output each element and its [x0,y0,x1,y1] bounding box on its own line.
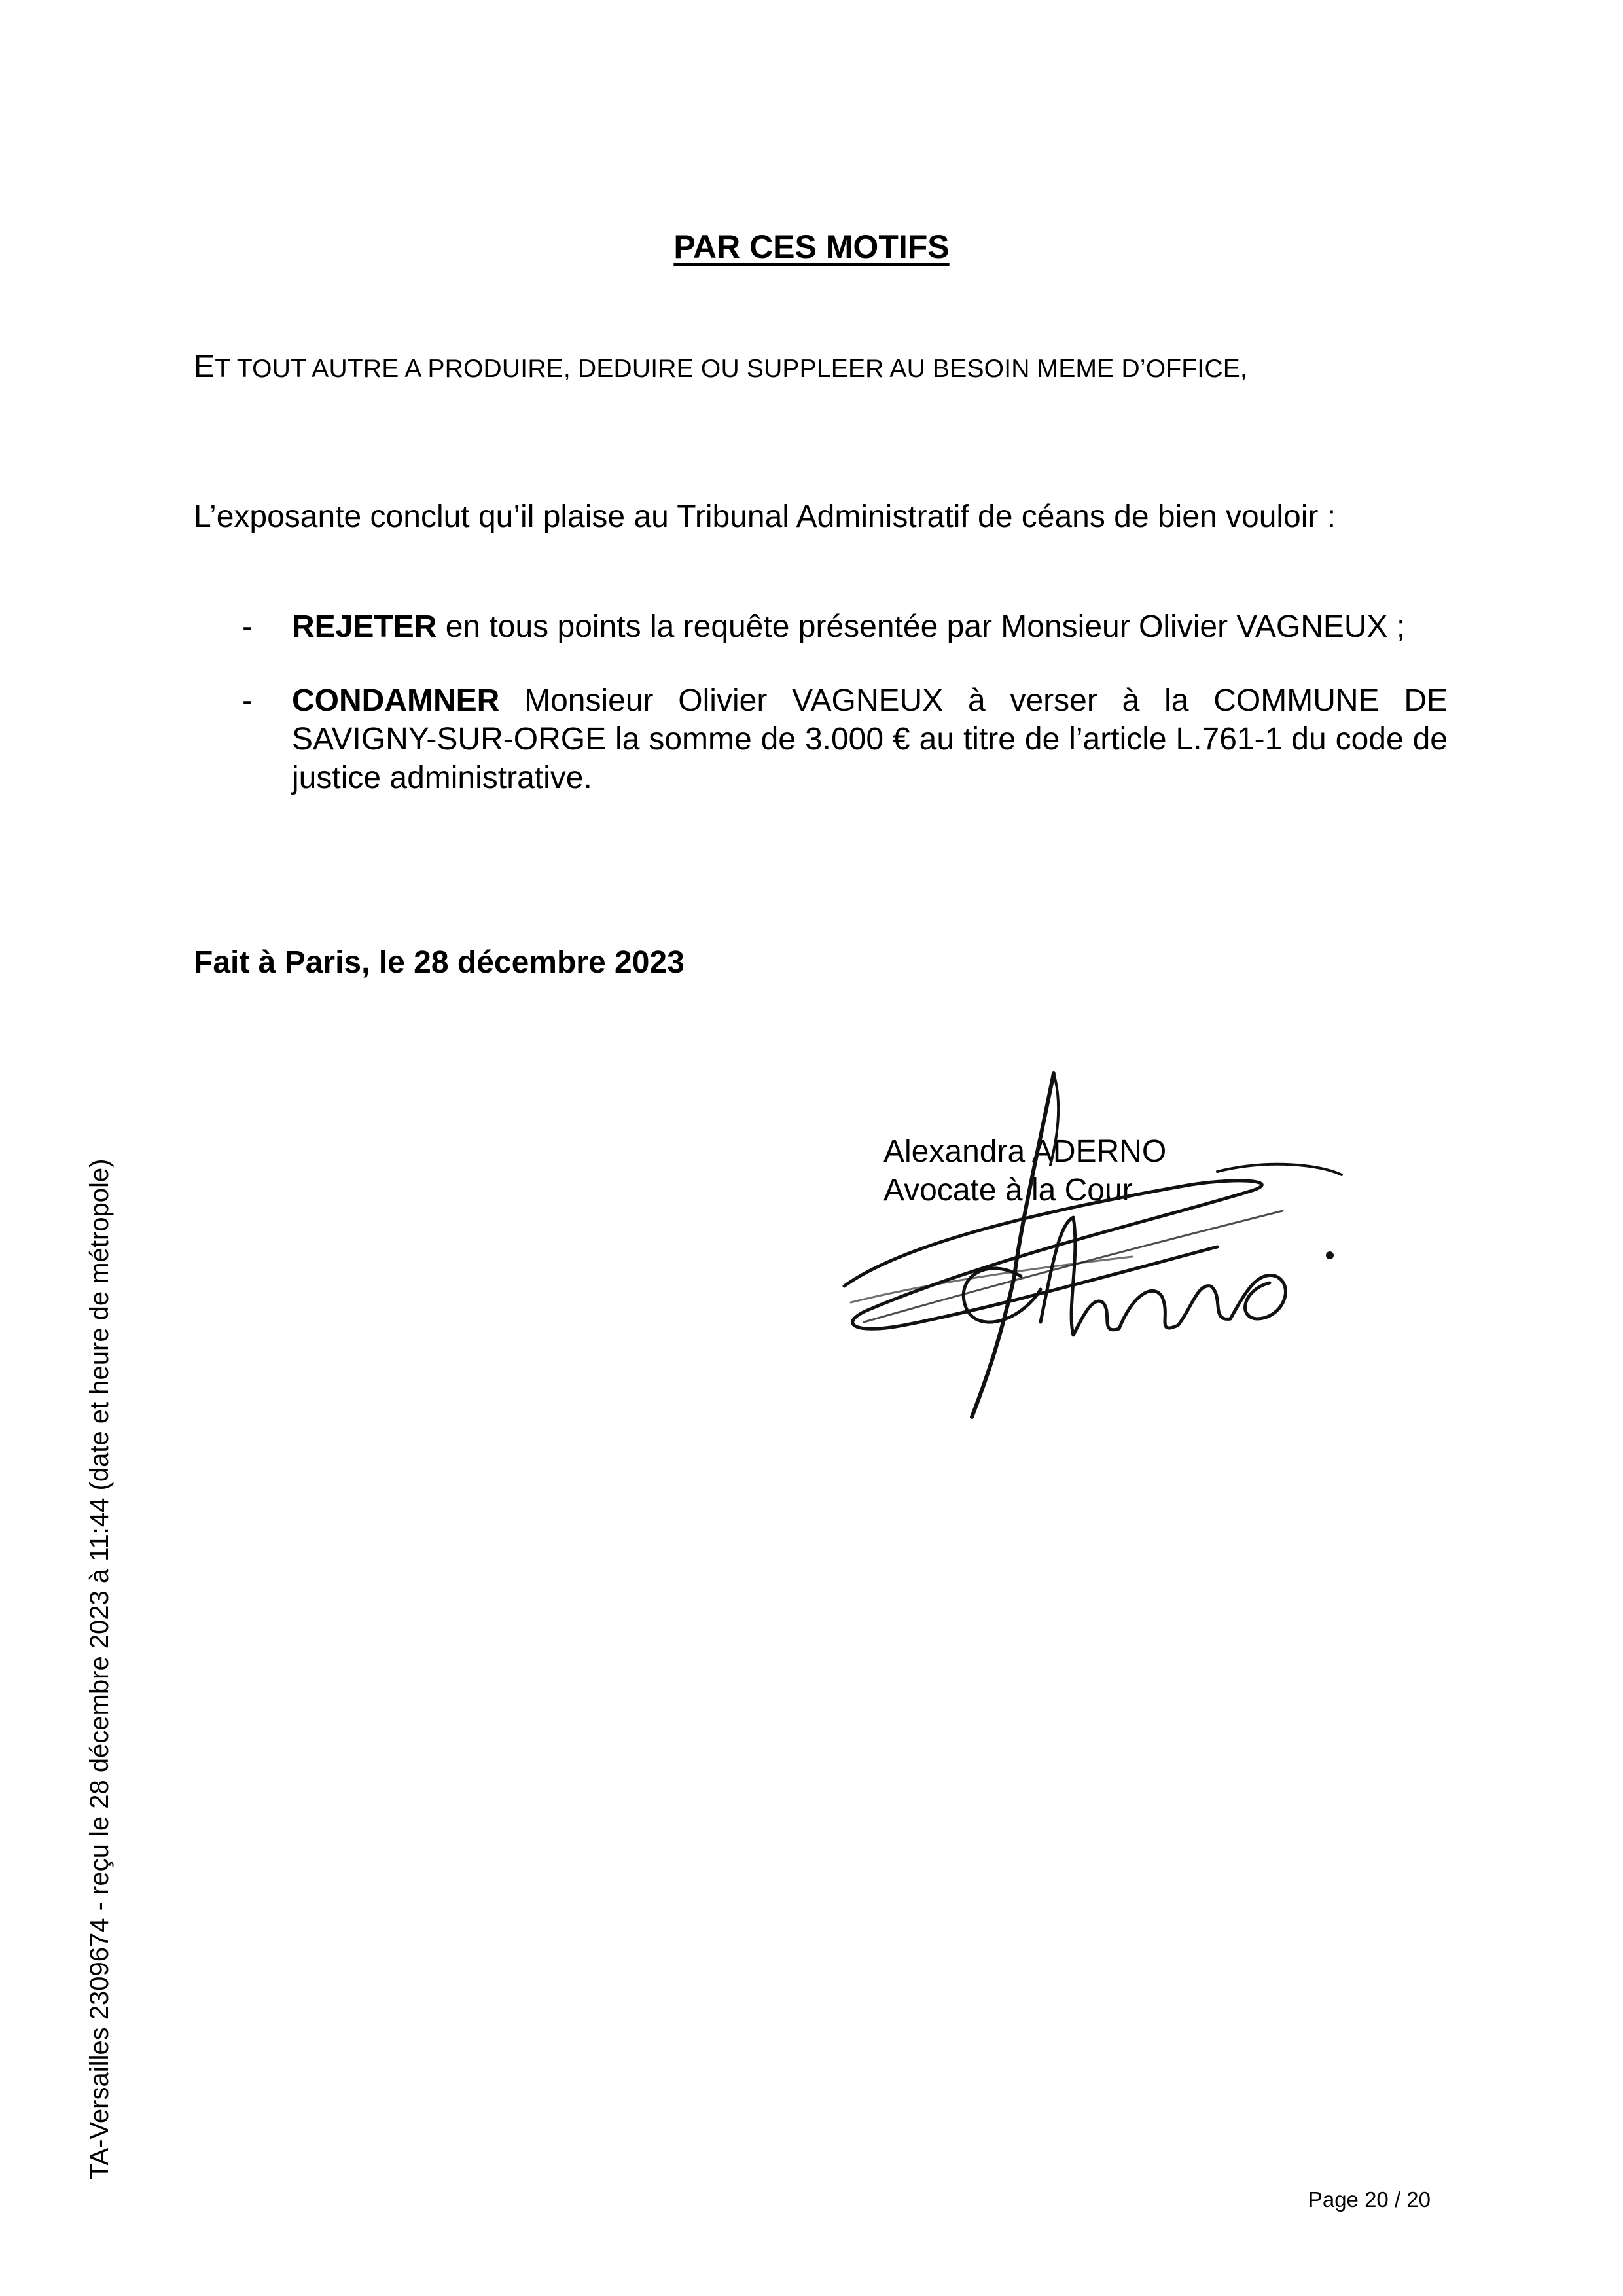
claims-list [194,607,1448,833]
page-number: Page 20 / 20 [1308,2187,1431,2212]
intro-first-letter: E [194,350,215,384]
list-dash: - [242,683,253,718]
claim-text: en tous points la requête présentée par Monsieur Olivier VAGNEUX ; [437,609,1406,644]
claim-condemn [194,681,1448,797]
signatory-name: Alexandra ADERNO [883,1134,1167,1169]
claim-verb: CONDAMNER [292,683,500,718]
handwritten-signature-icon [825,1060,1361,1427]
section-title: PAR CES MOTIFS [673,228,950,265]
registry-stamp: TA-Versailles 2309674 - reçu le 28 décembre 2023 à 11:44 (date et heure de métropole) [85,1158,114,2179]
place-date: Fait à Paris, le 28 décembre 2023 [194,945,685,980]
claim-reject [194,607,1448,646]
intro-line [194,349,1247,385]
claim-verb: REJETER [292,609,437,644]
conclusion-intro: L’exposante conclut qu’il plaise au Tribunal Administratif de céans de bien vouloir : [194,499,1336,534]
intro-rest: T TOUT AUTRE A PRODUIRE, DEDUIRE OU SUPPLEER AU BESOIN MEME D’OFFICE, [215,355,1247,383]
list-dash: - [242,609,253,644]
claim-text: Monsieur Olivier VAGNEUX à verser à la COMMUNE DE SAVIGNY-SUR-ORGE la somme de 3.000 € au titre de l’article L.761-1 du code de justice administrative. [292,683,1448,795]
signatory-role: Avocate à la Cour [883,1173,1133,1208]
